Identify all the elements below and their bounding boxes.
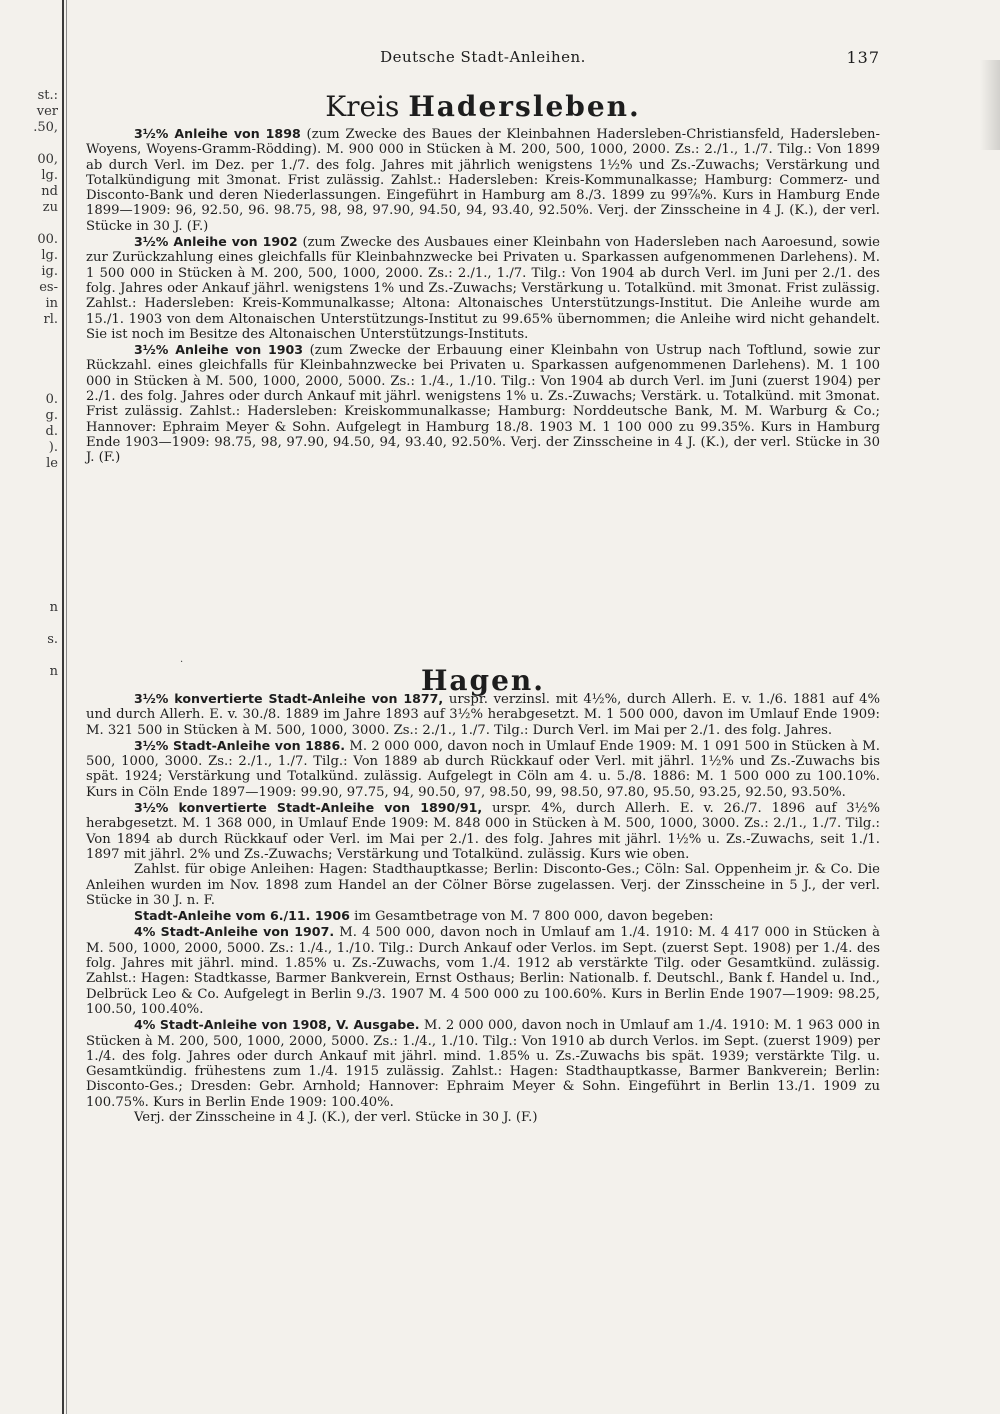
margin-fragment: [0, 488, 58, 504]
page-edge-shadow: [980, 60, 1000, 150]
margin-fragment: [0, 472, 58, 488]
margin-fragment: [0, 360, 58, 376]
bond-entry: [86, 924, 880, 1017]
margin-fragment: [0, 504, 58, 520]
margin-fragment: [0, 344, 58, 360]
bond-title: 3½% Stadt-Anleihe von 1886.: [134, 737, 345, 753]
bond-details: urspr. verzinsl. mit 4½%, durch Allerh. E. v. 1./6. 1881 auf 4% und durch Allerh. E. v. 30./8. 1889 im Jahre 1893 auf 3½% herabgesetzt. M. 1 500 000, davon im Umlauf Ende 1909: M. 321 500 in Stücken à M. 500, 1000, 3000. Zs.: 2./1., 1./7. Tilg.: Durch Verl. im Mai per 2./1. des folg. Jahres.: [86, 692, 880, 738]
margin-fragment: [0, 568, 58, 584]
binding-edge: [62, 0, 64, 1414]
bond-title: 3½% konvertierte Stadt-Anleihe von 1890/91,: [134, 800, 483, 816]
margin-fragment: 00.: [37, 232, 58, 247]
binding-edge-shadow: [66, 0, 67, 1414]
paying-agents-note: [86, 862, 880, 908]
bond-entry: [86, 1017, 880, 1110]
margin-fragment: [0, 584, 58, 600]
margin-fragment: ).: [48, 440, 58, 455]
bond-entry: [86, 800, 880, 862]
margin-fragment: in: [45, 296, 58, 311]
margin-fragment: [0, 328, 58, 344]
bond-title: Stadt-Anleihe vom 6./11. 1906: [134, 908, 350, 924]
bond-details: im Gesamtbetrage von M. 7 800 000, davon begeben:: [349, 909, 714, 925]
bond-title: 3½% Anleihe von 1903: [134, 342, 304, 358]
bond-title: 3½% konvertierte Stadt-Anleihe von 1877,: [134, 691, 444, 706]
bond-title: 4% Stadt-Anleihe von 1907.: [134, 924, 335, 940]
margin-fragment: st.:: [37, 88, 58, 103]
bond-entry: [86, 908, 880, 924]
bond-details: M. 2 000 000, davon noch in Umlauf am 1./4. 1910: M. 1 963 000 in Stücken à M. 200, 500, 1000, 2000, 5000. Zs.: 1./4., 1./10. Tilg.: Von 1910 ab durch Verlos. im Sept. (zuerst 1909) per 1./4. des folg. Jahres oder durch Ankauf mit jährl. mind. 1.85% u. Zs.-Zuwachs bis spät. 1939; verstärkte Tilg. u. Gesamtkündig. frühestens zum 1./4. 1915 zulässig. Zahlst.: Hagen: Stadthauptkasse, Barmer Bankverein; Berlin: Disconto-Ges.; Dresden: Gebr. Arnhold; Hannover: Ephraim Meyer & Sohn. Eingeführt in Berlin 13./1. 1909 zu 100.75%. Kurs in Berlin Ende 1909: 100.40%.: [86, 1018, 880, 1110]
margin-fragment: [0, 680, 58, 696]
margin-fragment: zu: [42, 200, 58, 215]
bond-title: 4% Stadt-Anleihe von 1908, V. Ausgabe.: [134, 1017, 420, 1033]
bond-details: urspr. 4%, durch Allerh. E. v. 26./7. 1896 auf 3½% herabgesetzt. M. 1 368 000, in Umlauf Ende 1909: M. 848 000 in Stücken à M. 500, 1000, 3000. Zs.: 2./1., 1./7. Tilg.: Von 1894 ab durch Rückkauf oder Verl. im Mai per 2./1. des folg. Jahres mit jährl. 1½% u. Zs.-Zuwachs, seit 1./1. 1897 mit jährl. 2% und Zs.-Zuwachs; Verstärkung und Totalkünd. zulässig. Kurs wie oben.: [86, 801, 880, 862]
section-title-hadersleben: [86, 90, 880, 123]
ornament-dot: ·: [180, 657, 184, 668]
margin-fragment: g.: [45, 408, 58, 423]
margin-fragment: s.: [47, 632, 58, 647]
note-text: Verj. der Zinsscheine in 4 J. (K.), der verl. Stücke in 30 J. (F.): [134, 1110, 538, 1126]
bond-details: M. 4 500 000, davon noch in Umlauf am 1./4. 1910: M. 4 417 000 in Stücken à M. 500, 1000, 2000, 5000. Zs.: 1./4., 1./10. Tilg.: Durch Ankauf oder Verlos. im Sept. (zuerst Sept. 1908) per 1./4. des folg. Jahres mit jährl. mind. 1.85% u. Zs.-Zuwachs, vom 1./4. 1912 ab verstärkte Tilg. oder Gesamtkünd. zulässig. Zahlst.: Hagen: Stadtkasse, Barmer Bankverein, Ernst Osthaus; Berlin: Nationalb. f. Deutschl., Bank f. Handel u. Ind., Delbrück Leo & Co. Aufgelegt in Berlin 9./3. 1907 M. 4 500 000 zu 100.60%. Kurs in Berlin Ende 1907—1909: 98.25, 100.50, 100.40%.: [86, 925, 880, 1017]
bond-entry: [86, 234, 880, 342]
margin-fragment: [0, 552, 58, 568]
margin-fragment: n: [49, 664, 58, 679]
margin-fragment: .50,: [33, 120, 58, 135]
margin-fragment: n: [49, 600, 58, 615]
margin-fragment: 00,: [37, 152, 58, 167]
bond-details: (zum Zwecke der Erbauung einer Kleinbahn von Ustrup nach Toftlund, sowie zur Rückzahl. eines gleichfalls für Kleinbahnzwecke bei Privaten u. Sparkassen aufgenommenen Darlehens). M. 1 100 000 in Stücken à M. 500, 1000, 2000, 5000. Zs.: 1./4., 1./10. Tilg.: Von 1904 ab durch Verl. im Juni (zuerst 1904) per 2./1. des folg. Jahres oder durch Ankauf mit jährl. wenigstens 1% u. Zs.-Zuwachs; Verstärk. u. Totalkünd. mit 3monat. Frist zulässig. Zahlst.: Hadersleben: Kreiskommunalkasse; Hamburg: Norddeutsche Bank, M. M. Warburg & Co.; Hannover: Ephraim Meyer & Sohn. Aufgelegt in Hamburg 18./8. 1903 M. 1 100 000 zu 99.35%. Kurs in Hamburg Ende 1903—1909: 98.75, 98, 97.90, 94.50, 94, 93.40, 92.50%. Verj. der Zinsscheine in 4 J. (K.), der verl. Stücke in 30 J. (F.): [86, 343, 880, 466]
margin-fragment: [0, 216, 58, 232]
bond-title: 3½% Anleihe von 1898: [134, 126, 301, 141]
bond-title: 3½% Anleihe von 1902: [134, 234, 298, 250]
margin-fragment: ver: [36, 104, 58, 119]
margin-fragment: nd: [41, 184, 58, 199]
note-text: Zahlst. für obige Anleihen: Hagen: Stadthauptkasse; Berlin: Disconto-Ges.; Cöln: Sal. Oppenheim jr. & Co. Die Anleihen wurden im Nov. 1898 zum Handel an der Cölner Börse zugelassen. Verj. der Zinsscheine in 5 J., der verl. Stücke in 30 J. n. F.: [86, 862, 880, 908]
margin-fragment: lg.: [41, 168, 58, 183]
previous-page-fragments: [0, 88, 58, 712]
bond-details: (zum Zwecke des Baues der Kleinbahnen Hadersleben-Christiansfeld, Hadersleben-Woyens, Woyens-Gramm-Rödding). M. 900 000 in Stücken à M. 200, 500, 1000, 2000. Zs.: 2./1., 1./7. Tilg.: Von 1899 ab durch Verl. im Dez. per 1./7. des folg. Jahres mit jährlich wenigstens 1½% und Zs.-Zuwachs; Verstärkung und Totalkündigung mit 3monat. Frist zulässig. Zahlst.: Hadersleben: Kreis-Kommunalkasse; Hamburg: Commerz- und Disconto-Bank und deren Niederlassungen. Eingeführt in Hamburg am 8./3. 1899 zu 99⅞%. Kurs in Hamburg Ende 1899—1909: 96, 92.50, 96. 98.75, 98, 98, 97.90, 94.50, 94, 93.40, 92.50%. Verj. der Zinsscheine in 4 J. (K.), der verl. Stücke in 30 J. (F.): [86, 127, 881, 234]
running-head-title: Deutsche Stadt-Anleihen.: [380, 48, 586, 66]
margin-fragment: es-: [39, 280, 58, 295]
margin-fragment: [0, 536, 58, 552]
margin-fragment: [0, 696, 58, 712]
margin-fragment: [0, 136, 58, 152]
bond-details: M. 2 000 000, davon noch in Umlauf Ende 1909: M. 1 091 500 in Stücken à M. 500, 1000, 3000. Zs.: 2./1., 1./7. Tilg.: Von 1889 ab durch Rückkauf oder Verl. mit jährl. 1½% und Zs.-Zuwachs bis spät. 1924; Verstärkung und Totalkünd. zulässig. Aufgelegt in Cöln am 4. u. 5./8. 1886: M. 1 500 000 zu 100.10%. Kurs in Cöln Ende 1897—1909: 99.90, 97.75, 94, 90.50, 97, 98.50, 99, 98.50, 97.80, 95.50, 93.25, 92.50, 93.50%.: [86, 738, 880, 800]
page-number: 137: [846, 48, 880, 67]
bond-entry: [86, 342, 880, 465]
bond-entry: [86, 738, 880, 800]
section-title-prefix: Kreis: [325, 90, 400, 123]
margin-fragment: d.: [45, 424, 58, 439]
margin-fragment: lg.: [41, 248, 58, 263]
margin-fragment: le: [46, 456, 58, 471]
margin-fragment: [0, 616, 58, 632]
bond-entry: [86, 691, 880, 738]
margin-fragment: rl.: [43, 312, 58, 327]
bond-entry: [86, 126, 880, 234]
margin-fragment: 0.: [45, 392, 58, 407]
section-body-hagen: [86, 691, 880, 1125]
margin-fragment: [0, 648, 58, 664]
section-title-main: Hadersleben.: [408, 90, 641, 123]
margin-fragment: ig.: [41, 264, 58, 279]
section-body-hadersleben: [86, 126, 880, 466]
prescription-note: [86, 1110, 880, 1125]
section-title-main: Hagen.: [420, 664, 546, 697]
bond-details: (zum Zwecke des Ausbaues einer Kleinbahn von Hadersleben nach Aaroesund, sowie zur Zurückzahlung eines gleichfalls für Kleinbahnzwecke bei Privaten u. Sparkassen aufgenommenen Darlehens). M. 1 500 000 in Stücken à M. 200, 500, 1000, 2000. Zs.: 2./1., 1./7. Tilg.: Von 1904 ab durch Verl. im Juni per 2./1. des folg. Jahres oder Ankauf jährl. wenigstens 1% und Zs.-Zuwachs; Verstärkung u. Totalkünd. mit 3monat. Frist zulässig. Zahlst.: Hadersleben: Kreis-Kommunalkasse; Altona: Altonaisches Unterstützungs-Institut. Die Anleihe wurde am 15./1. 1903 von dem Altonaischen Unterstützungs-Institut zu 99.65% übernommen; die Anleihe wird nicht gehandelt. Sie ist noch im Besitze des Altonaischen Unterstützungs-Instituts.: [86, 235, 880, 342]
margin-fragment: [0, 520, 58, 536]
margin-fragment: [0, 376, 58, 392]
